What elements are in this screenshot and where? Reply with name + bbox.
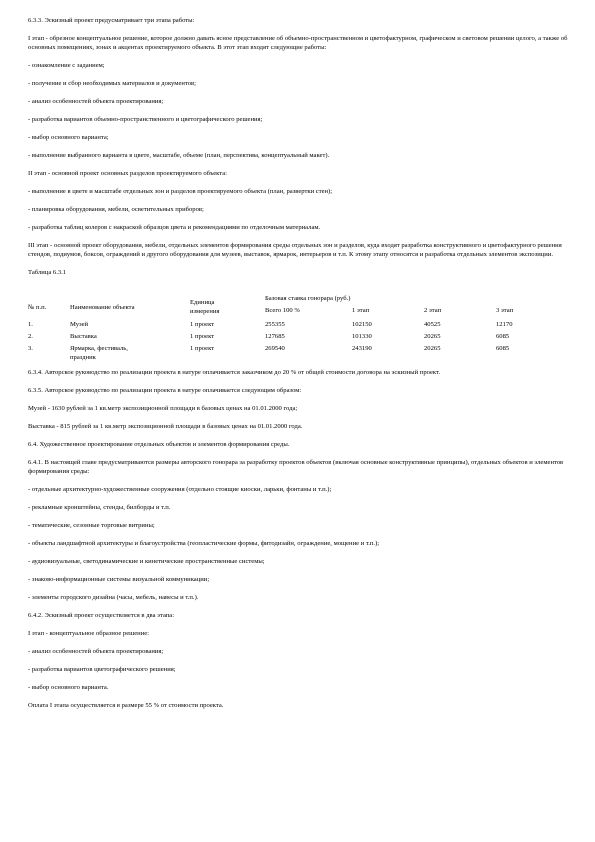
table-cell-stage2: 20265 bbox=[424, 333, 441, 340]
list-item: - анализ особенностей объекта проектирования; bbox=[28, 648, 164, 655]
list-item: - выбор основного варианта. bbox=[28, 684, 109, 691]
table-cell-stage3: 6085 bbox=[496, 345, 510, 352]
section-642-heading: 6.4.2. Эскизный проект осуществляется в два этапа: bbox=[28, 612, 175, 619]
table-cell-total: 127685 bbox=[265, 333, 285, 340]
table-cell-unit: 1 проект bbox=[190, 345, 215, 352]
table-cell-unit: 1 проект bbox=[190, 333, 215, 340]
table-header-num: № п.п. bbox=[28, 304, 47, 311]
museum-rate: Музей - 1630 рублей за 1 кв.метр экспозиционной площади в базовых ценах на 01.01.2000 года; bbox=[28, 405, 298, 412]
section-641-intro: 6.4.1. В настоящей главе предусматриваются размеры авторского гонорара за разработку проектов объектов (включая основные конструктивные принципы), отдельных объектов и элементов формирования среды: bbox=[28, 459, 564, 475]
list-item: - разработка таблиц колеров с накраской образцов цвета и рекомендациями по отделочным материалам. bbox=[28, 224, 321, 231]
table-cell-total: 269540 bbox=[265, 345, 285, 352]
list-item: - выполнение в цвете и масштабе отдельных зон и разделов проектируемого объекта (план, развертки стен); bbox=[28, 188, 333, 195]
table-caption: Таблица 6.3.1 bbox=[28, 269, 67, 276]
fee-table bbox=[28, 283, 568, 361]
stage-1-description: I этап - обрезное концептуальное решение, которое должно давать ясное представление об объемно-пространственном и цветофактурном, графическом и световом решении целого, а также об основных помещениях, зонах и акцентах проектируемого объекта. В этот этап входят следующие работы: bbox=[28, 35, 568, 51]
table-cell-stage3: 6085 bbox=[496, 333, 510, 340]
list-item: - выполнение выбранного варианта в цвете, масштабе, объеме (план, перспектива, концептуальный макет). bbox=[28, 152, 330, 159]
table-header-stage1: 1 этап bbox=[352, 307, 370, 314]
list-item: - планировка оборудования, мебели, осветительных приборов; bbox=[28, 206, 204, 213]
list-item: - отдельные архитектурно-художественные сооружения (отдельно стоящие киоски, ларьки, фонтаны и т.п.); bbox=[28, 486, 332, 493]
table-cell-num: 2. bbox=[28, 333, 33, 340]
list-item: - элементы городского дизайна (часы, мебель, навесы и т.п.). bbox=[28, 594, 199, 601]
table-header-group: Базовая ставка гонорара (руб.) bbox=[265, 295, 351, 302]
table-cell-total: 255355 bbox=[265, 321, 285, 328]
stage-1-heading: I этап - концептуальное образное решение: bbox=[28, 630, 149, 637]
list-item: - аудиовизуальные, светодинамические и кинетические пространственные системы; bbox=[28, 558, 265, 565]
section-64-heading: 6.4. Художественное проектирование отдельных объектов и элементов формирования среды. bbox=[28, 441, 290, 448]
table-cell-unit: 1 проект bbox=[190, 321, 215, 328]
table-cell-stage2: 40525 bbox=[424, 321, 441, 328]
table-cell-name: Выставка bbox=[70, 333, 97, 340]
document-page bbox=[28, 16, 568, 719]
table-header-stage3: 3 этап bbox=[496, 307, 514, 314]
section-635-heading: 6.3.5. Авторское руководство по реализации проекта в натуре оплачивается следующим образом: bbox=[28, 387, 302, 394]
table-cell-stage3: 12170 bbox=[496, 321, 513, 328]
table-cell-name: Ярмарка, фестиваль, праздник bbox=[70, 345, 128, 361]
list-item: - получение и сбор необходимых материалов и документов; bbox=[28, 80, 196, 87]
list-item: - анализ особенностей объекта проектирования; bbox=[28, 98, 164, 105]
table-cell-num: 1. bbox=[28, 321, 33, 328]
payment-note: Оплата I этапа осуществляется в размере 55 % от стоимости проекта. bbox=[28, 702, 224, 709]
section-634: 6.3.4. Авторское руководство по реализации проекта в натуре оплачивается заказчиком до 20 % от общей стоимости договора на эскизный проект. bbox=[28, 369, 441, 376]
table-cell-stage1: 102150 bbox=[352, 321, 372, 328]
table-cell-stage1: 101330 bbox=[352, 333, 372, 340]
table-cell-num: 3. bbox=[28, 345, 33, 352]
exhibition-rate: Выставка - 815 рублей за 1 кв.метр экспозиционной площади в базовых ценах на 01.01.2000 года. bbox=[28, 423, 303, 430]
list-item: - тематические, сезонные торговые витрины; bbox=[28, 522, 155, 529]
table-cell-name: Музей bbox=[70, 321, 89, 328]
list-item: - объекты ландшафтной архитектуры и благоустройства (геопластические формы, фитодизайн, ограждение, мощение и т.п.); bbox=[28, 540, 380, 547]
list-item: - выбор основного варианта; bbox=[28, 134, 109, 141]
list-item: - разработка вариантов объемно-пространственного и цветографического решения; bbox=[28, 116, 263, 123]
table-header-name: Наименование объекта bbox=[70, 304, 135, 311]
list-item: - ознакомление с заданием; bbox=[28, 62, 105, 69]
stage-3-description: III этап - основной проект оборудования, мебели, отдельных элементов формирования среды отдельных зон и разделов, куда входят разработка конструктивного и цветофактурного решения стендов, подиумов, боксов, ограждений и другого оборудования для музеев, выставок, ярмарок, интерьеров и т.п. К этому этапу относятся и разработка отдельных элементов экспозиции. bbox=[28, 242, 562, 258]
list-item: - рекламные кронштейны, стенды, билборды и т.п. bbox=[28, 504, 171, 511]
table-header-total: Всего 100 % bbox=[265, 307, 300, 314]
list-item: - разработка вариантов цветографического решения; bbox=[28, 666, 176, 673]
table-header-stage2: 2 этап bbox=[424, 307, 442, 314]
list-item: - знаково-информационные системы визуальной коммуникации; bbox=[28, 576, 210, 583]
section-633-heading: 6.3.3. Эскизный проект предусматривает три этапа работы: bbox=[28, 17, 195, 24]
stage-2-description: II этап - основной проект основных разделов проектируемого объекта: bbox=[28, 170, 227, 177]
table-cell-stage1: 243190 bbox=[352, 345, 372, 352]
table-header-unit: Единица измерения bbox=[190, 299, 220, 315]
table-cell-stage2: 20265 bbox=[424, 345, 441, 352]
